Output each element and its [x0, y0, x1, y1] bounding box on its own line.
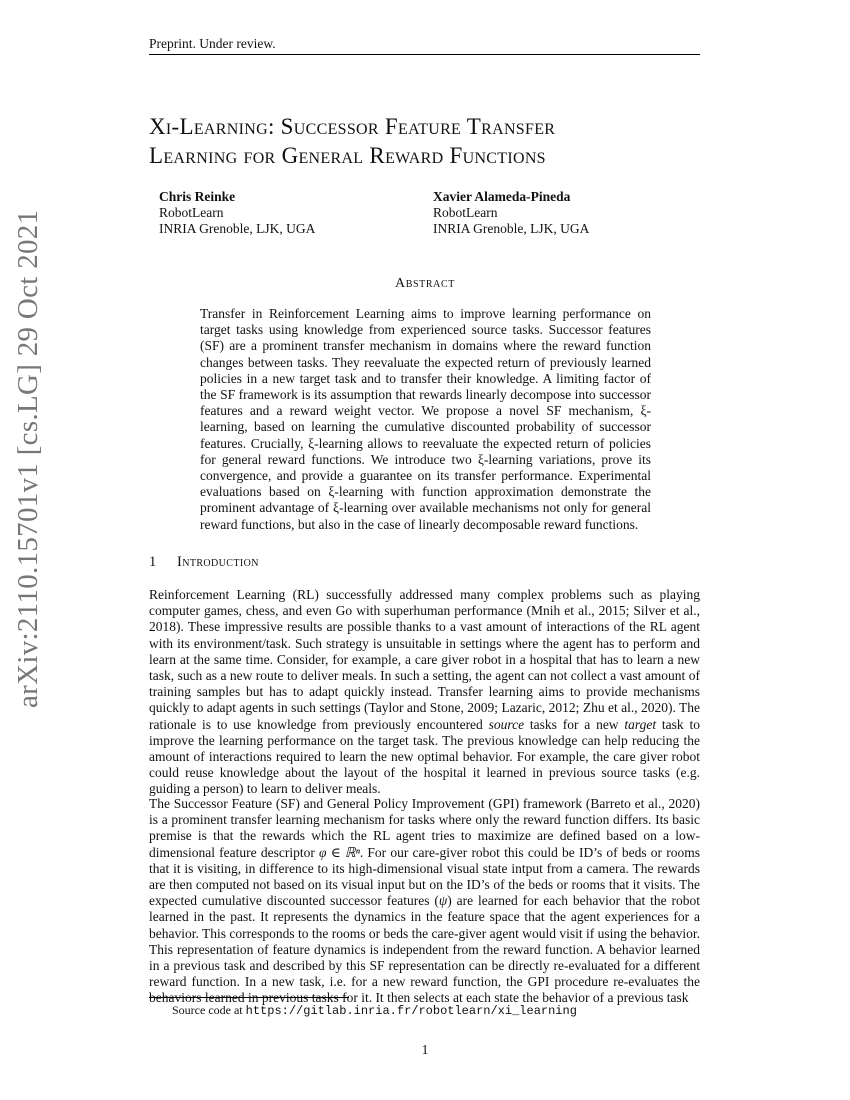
arxiv-identifier: arXiv:2110.15701v1 [cs.LG] 29 Oct 2021 — [12, 209, 44, 708]
paragraph-text: ) are learned for each behavior that the robot learned in the past. It represents the dynamics in the feature space that the agent experiences for a behavior. This corresponds to the rooms or beds the care-giver agent would visit if using the behavior. This representation of feature dynamics is independent from the reward function. A behavior learned in a previous task and described by this SF representation can be directly re-evaluated for a different reward function. In a new task, i.e. for a new reward function, the GPI procedure re-evaluates the behaviors learned in previous tasks for it. It then selects at each state the behavior of a previous task — [149, 893, 700, 1006]
paragraph-text: task to improve the learning performance on the target task. The previous knowledge can help reducing the amount of interactions required to learn the new optimal behavior. For example, the care giver robot could reuse knowledge about the layout of the hospital it learned in previous source tasks (e.g. guiding a person) to learn to deliver meals. — [149, 716, 700, 797]
title-line-1: Xi-Learning: Successor Feature Transfer — [149, 114, 556, 139]
intro-paragraph-2 — [149, 796, 700, 1007]
abstract-text: Transfer in Reinforcement Learning aims to improve learning performance on target tasks using knowledge from experienced source tasks. Successor features (SF) are a prominent transfer mechanism in domains where the reward function changes between tasks. They reevaluate the expected return of previously learned policies in a new target task and to transfer their knowledge. A limiting factor of the SF framework is its assumption that rewards linearly decompose into successor features and a reward weight vector. We propose a novel SF mechanism, ξ-learning, based on learning the cumulative discounted probability of successor features. Crucially, ξ-learning allows to reevaluate the expected return of policies for general reward functions. We introduce two ξ-learning variations, prove its convergence, and provide a guarantee on its transfer performance. Experimental evaluations based on ξ-learning with function approximation demonstrate the prominent advantage of ξ-learning over available mechanisms not only for general reward functions, but also in the case of linearly decomposable reward functions. — [200, 306, 651, 532]
author-affiliation: INRIA Grenoble, LJK, UGA — [433, 221, 590, 236]
paragraph-text: Reinforcement Learning (RL) successfully addressed many complex problems such as playing computer games, chess, and even Go with superhuman performance (Mnih et al., 2015; Silver et al., 2018). These impressive results are possible thanks to a vast amount of interactions of the RL agent with its environment/task. Such strategy is unsuitable in settings where the agent has to perform and learn at the same time. Consider, for example, a care giver robot in a hospital that has to learn a new task, such as a new route to deliver meals. In such a setting, the agent can not collect a vast amount of training samples but has to adapt quickly instead. Transfer learning aims to provide mechanisms quickly to adapt agents in such settings (Taylor and Stone, 2009; Lazaric, 2012; Zhu et al., 2020). The rationale is to use knowledge from previously encountered — [149, 587, 700, 732]
author-affiliation: INRIA Grenoble, LJK, UGA — [159, 221, 316, 236]
author-block-2 — [433, 189, 589, 237]
title-line-2: Learning for General Reward Functions — [149, 143, 546, 168]
author-block-1 — [159, 189, 315, 237]
math-phi: φ ∈ ℝⁿ — [319, 844, 360, 860]
author-name: Chris Reinke — [159, 189, 236, 204]
footnote-rule — [149, 997, 349, 998]
intro-paragraph-1 — [149, 587, 700, 798]
footnote — [172, 1003, 577, 1018]
author-name: Xavier Alameda-Pineda — [433, 189, 571, 204]
page-number: 1 — [421, 1042, 429, 1057]
section-heading — [149, 554, 259, 571]
section-number: 1 — [149, 554, 157, 570]
paragraph-text: . For our care-giver robot this could be ID’s of beds or rooms that it is visiting, in difference to its high-dimensional visual state intput from a camera. The rewards are then computed not based on its visual input but on the ID’s of the beds or rooms that it visits. The expected cumulative discounted successor features ( — [149, 844, 700, 909]
paper-title — [149, 112, 709, 170]
math-psi: ψ — [438, 893, 448, 909]
emphasis-target: target — [624, 716, 657, 732]
paragraph-text: tasks for a new — [524, 716, 625, 732]
abstract-heading: Abstract — [395, 276, 455, 291]
paragraph-text: The Successor Feature (SF) and General Policy Improvement (GPI) framework (Barreto et al., 2020) is a prominent transfer learning mechanism for tasks where only the reward function differs. Its basic premise is that the rewards which the RL agent tries to maximize are defined based on a low-dimensional feature descriptor — [149, 796, 700, 860]
emphasis-source: source — [488, 716, 525, 732]
header-note: Preprint. Under review. — [149, 36, 276, 51]
footnote-text: Source code at — [172, 1003, 246, 1017]
author-affiliation: RobotLearn — [159, 205, 224, 220]
author-affiliation: RobotLearn — [433, 205, 498, 220]
header-rule — [149, 54, 700, 55]
section-title: Introduction — [177, 554, 259, 570]
source-code-link[interactable]: https://gitlab.inria.fr/robotlearn/xi_learning — [245, 1004, 577, 1018]
